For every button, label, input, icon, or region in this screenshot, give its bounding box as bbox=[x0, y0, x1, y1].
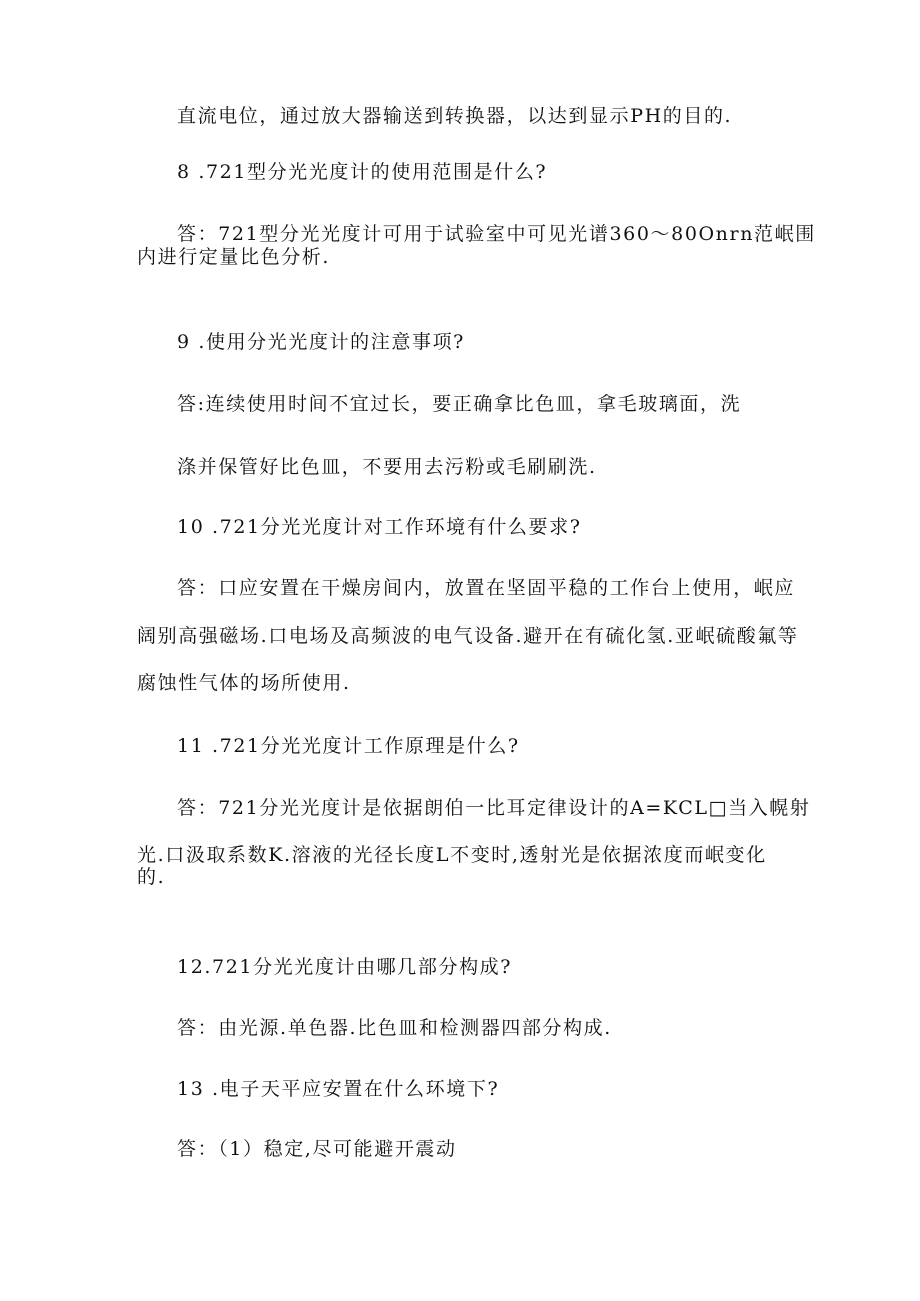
question-8: 8 .721型分光光度计的使用范围是什么? bbox=[177, 161, 548, 183]
answer-12: 答：由光源.单色器.比色皿和检测器四部分构成. bbox=[177, 1017, 612, 1039]
answer-10-line-1: 答：口应安置在干燥房间内，放置在坚固平稳的工作台上使用，岷应 bbox=[177, 577, 796, 599]
answer-13-line-1: 答：（1）稳定,尽可能避开震动 bbox=[177, 1138, 457, 1160]
answer-10-line-2: 阔别高强磁场.口电场及高频波的电气设备.避开在有硫化氢.亚岷硫酸氟等 bbox=[137, 625, 799, 647]
answer-8-line-1: 答：721型分光光度计可用于试验室中可见光谱360～80Onrn范岷围 bbox=[177, 223, 816, 245]
answer-8-line-2: 内进行定量比色分析. bbox=[137, 246, 331, 268]
answer-11-line-1: 答：721分光光度计是依据朗伯一比耳定律设计的A=KCL□当入幌射 bbox=[177, 797, 811, 819]
text-line: 直流电位，通过放大器输送到转换器，以达到显示PH的目的. bbox=[177, 105, 733, 127]
question-13: 13 .电子天平应安置在什么环境下? bbox=[177, 1078, 500, 1100]
answer-11-line-2: 光.口汲取系数K.溶液的光径长度L不变时,透射光是依据浓度而岷变化 bbox=[137, 844, 767, 866]
question-11: 11 .721分光光度计工作原理是什么? bbox=[177, 735, 520, 757]
question-9: 9 .使用分光光度计的注意事项? bbox=[177, 331, 465, 353]
answer-10-line-3: 腐蚀性气体的场所使用. bbox=[137, 672, 351, 694]
question-12: 12.721分光光度计由哪几部分构成? bbox=[177, 956, 513, 978]
answer-9-line-1: 答:连续使用时间不宜过长，要正确拿比色皿，拿毛玻璃面，洗 bbox=[177, 393, 742, 415]
answer-9-line-2: 涤并保管好比色皿，不要用去污粉或毛刷刷洗. bbox=[177, 456, 597, 478]
answer-11-line-3: 的. bbox=[137, 866, 166, 888]
question-10: 10 .721分光光度计对工作环境有什么要求? bbox=[177, 516, 582, 538]
